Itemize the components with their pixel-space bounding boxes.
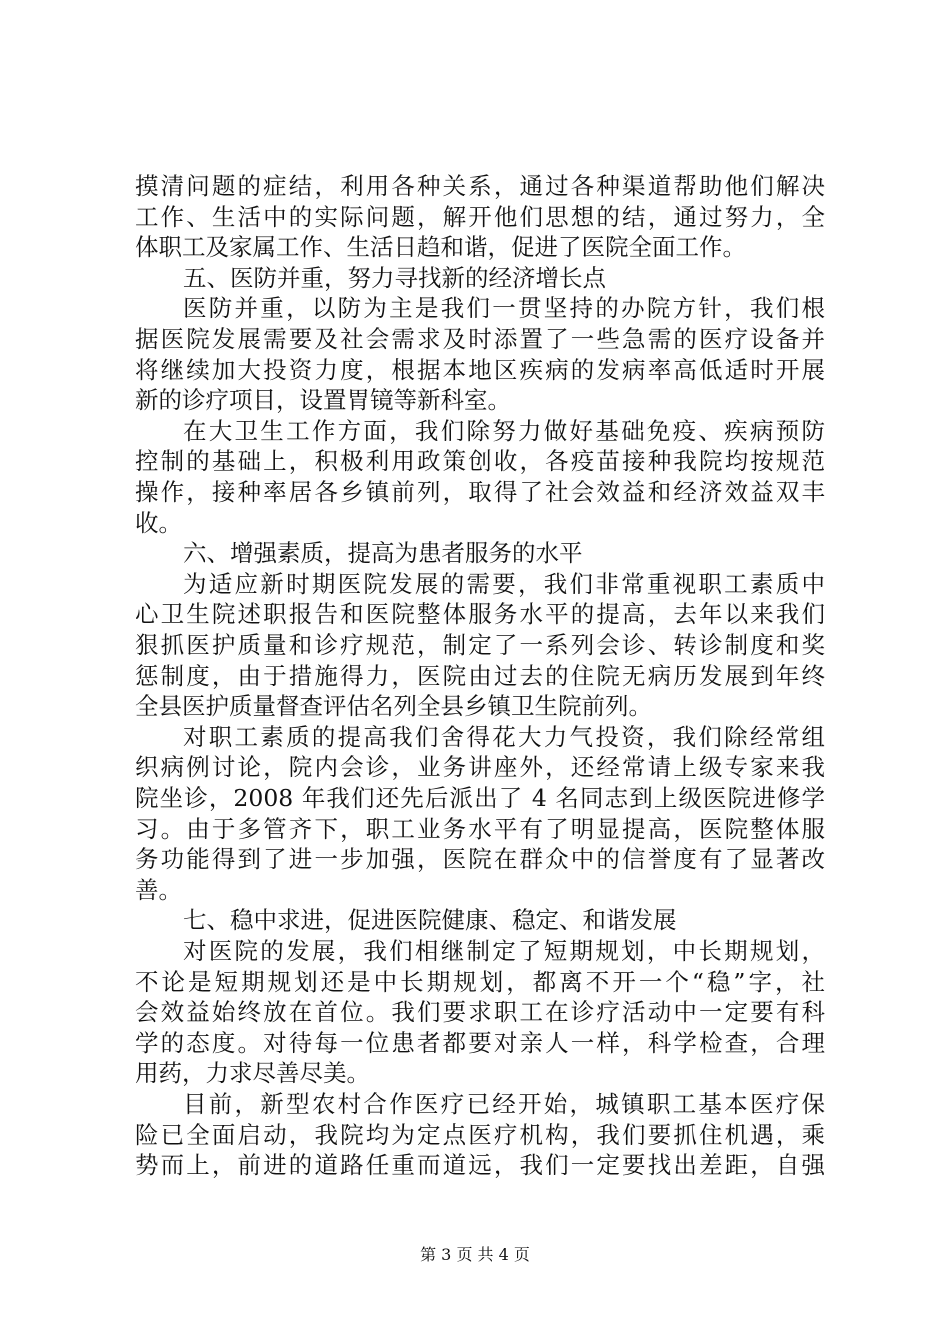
paragraph-line: 对医院的发展，我们相继制定了短期规划，中长期规划， <box>183 937 825 965</box>
paragraph-line: 心卫生院述职报告和医院整体服务水平的提高，去年以来我们 <box>135 600 825 629</box>
paragraph-line: 操作，接种率居各乡镇前列，取得了社会效益和经济效益双丰 <box>135 478 825 506</box>
paragraph-line: 织病例讨论，院内会诊，业务讲座外，还经常请上级专家来我 <box>135 753 825 782</box>
paragraph-line: 院坐诊，2008 年我们还先后派出了 4 名同志到上级医院进修学 <box>135 784 825 812</box>
paragraph-line: 势而上，前进的道路任重而道远，我们一定要找出差距，自强 <box>135 1151 825 1180</box>
page-number-footer: 第 3 页 共 4 页 <box>420 1245 530 1264</box>
paragraph-line: 用药，力求尽善尽美。 <box>135 1059 370 1088</box>
paragraph-line: 据医院发展需要及社会需求及时添置了一些急需的医疗设备并 <box>135 325 825 353</box>
paragraph-line: 会效益始终放在首位。我们要求职工在诊疗活动中一定要有科 <box>135 998 825 1027</box>
paragraph-line: 狠抓医护质量和诊疗规范，制定了一系列会诊、转诊制度和奖 <box>135 631 825 659</box>
paragraph-line: 医防并重，以防为主是我们一贯坚持的办院方针，我们根 <box>183 294 825 323</box>
paragraph-line: 不论是短期规划还是中长期规划，都离不开一个“稳”字，社 <box>135 967 825 996</box>
paragraph-line: 体职工及家属工作、生活日趋和谐，促进了医院全面工作。 <box>135 233 746 262</box>
paragraph-line: 工作、生活中的实际问题，解开他们思想的结，通过努力，全 <box>135 202 825 231</box>
paragraph-line: 目前，新型农村合作医疗已经开始，城镇职工基本医疗保 <box>183 1090 825 1118</box>
paragraph-line: 收。 <box>135 508 182 537</box>
paragraph-line: 在大卫生工作方面，我们除努力做好基础免疫、疾病预防 <box>183 416 825 445</box>
paragraph-line: 对职工素质的提高我们舍得花大力气投资，我们除经常组 <box>183 722 825 751</box>
paragraph-line: 摸清问题的症结，利用各种关系，通过各种渠道帮助他们解决 <box>135 172 825 200</box>
paragraph-line: 善。 <box>135 875 182 904</box>
section-heading: 六、增强素质，提高为患者服务的水平 <box>183 539 583 568</box>
paragraph-line: 新的诊疗项目，设置胃镜等新科室。 <box>135 386 511 415</box>
paragraph-line: 将继续加大投资力度，根据本地区疾病的发病率高低适时开展 <box>135 355 825 384</box>
paragraph-line: 习。由于多管齐下，职工业务水平有了明显提高，医院整体服 <box>135 814 825 843</box>
paragraph-line: 全县医护质量督查评估名列全县乡镇卫生院前列。 <box>135 692 652 721</box>
paragraph-line: 惩制度，由于措施得力，医院由过去的住院无病历发展到年终 <box>135 661 825 690</box>
paragraph-line: 学的态度。对待每一位患者都要对亲人一样，科学检查，合理 <box>135 1028 825 1057</box>
section-heading: 五、医防并重，努力寻找新的经济增长点 <box>183 263 606 292</box>
paragraph-line: 控制的基础上，积极利用政策创收，各疫苗接种我院均按规范 <box>135 447 825 476</box>
paragraph-line: 险已全面启动，我院均为定点医疗机构，我们要抓住机遇，乘 <box>135 1120 825 1149</box>
section-heading: 七、稳中求进，促进医院健康、稳定、和谐发展 <box>183 906 677 935</box>
paragraph-line: 务功能得到了进一步加强，医院在群众中的信誉度有了显著改 <box>135 845 825 874</box>
paragraph-line: 为适应新时期医院发展的需要，我们非常重视职工素质中 <box>183 569 825 598</box>
